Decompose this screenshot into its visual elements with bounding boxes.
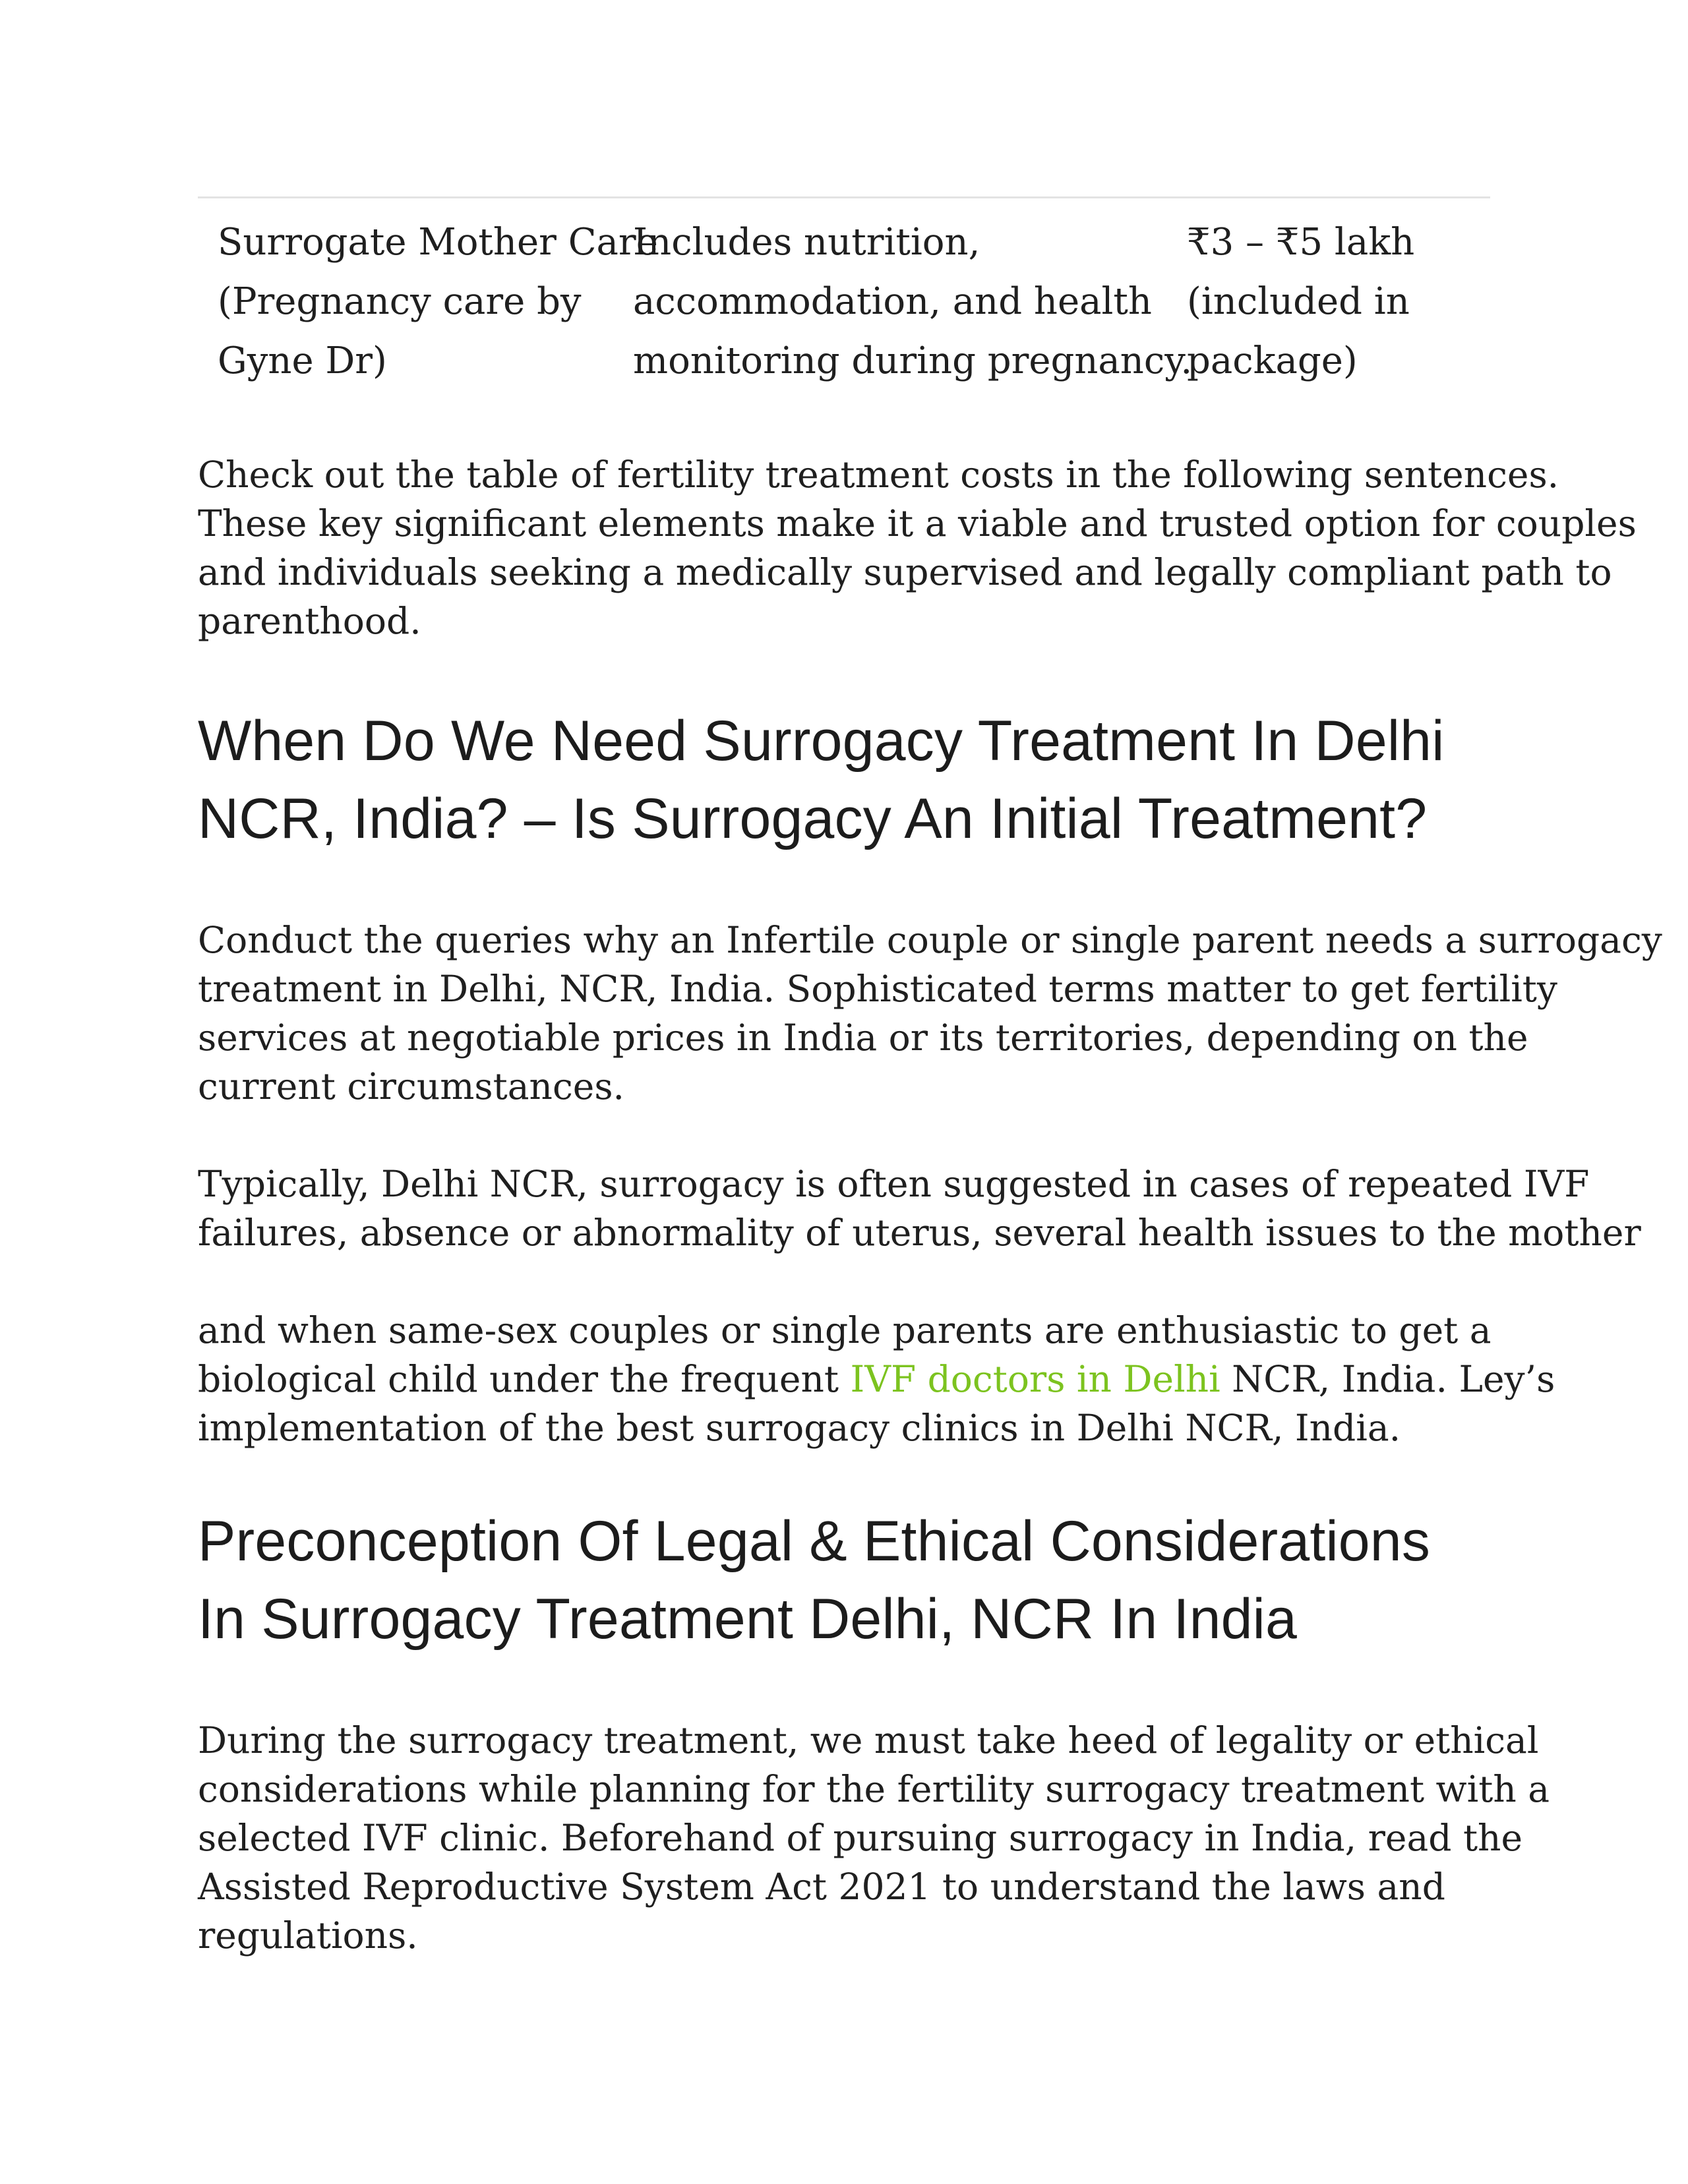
paragraph-text: NCR, India. Ley’s — [1220, 1358, 1555, 1400]
table-cell-text: ₹3 – ₹5 lakh — [1187, 221, 1415, 264]
table-cell-text: (Pregnancy care by — [218, 280, 582, 323]
heading-line: Preconception Of Legal & Ethical Considerations — [198, 1510, 1431, 1573]
table-cell-cost — [1187, 213, 1490, 391]
paragraph-line: Assisted Reproductive System Act 2021 to understand the laws and — [198, 1866, 1445, 1908]
paragraph-line: Conduct the queries why an Infertile couple or single parent needs a surrogacy — [198, 919, 1662, 961]
paragraph-line: Check out the table of fertility treatment costs in the following sentences. — [198, 454, 1559, 496]
paragraph-line: failures, absence or abnormality of uterus, several health issues to the mother — [198, 1212, 1641, 1254]
paragraph-line: parenthood. — [198, 600, 421, 642]
table-cell-details — [633, 213, 1193, 391]
heading-line: In Surrogacy Treatment Delhi, NCR In India — [198, 1587, 1298, 1651]
paragraph-text: biological child under the frequent — [198, 1358, 851, 1400]
paragraph-line: and when same-sex couples or single parents are enthusiastic to get a — [198, 1309, 1492, 1351]
document-content — [198, 196, 1662, 1960]
paragraph-line: considerations while planning for the fertility surrogacy treatment with a — [198, 1768, 1550, 1810]
table-cell-text: Surrogate Mother Care — [218, 221, 658, 264]
paragraph-line: treatment in Delhi, NCR, India. Sophisticated terms matter to get fertility — [198, 968, 1557, 1010]
paragraph-line: Typically, Delhi NCR, surrogacy is often suggested in cases of repeated IVF — [198, 1163, 1590, 1205]
paragraph-legal-considerations — [198, 1716, 1550, 1960]
table-cell-text: Includes nutrition, — [633, 221, 980, 264]
paragraph-queries — [198, 916, 1662, 1111]
paragraph-line: current circumstances. — [198, 1065, 625, 1107]
paragraph-line: During the surrogacy treatment, we must take heed of legality or ethical — [198, 1719, 1539, 1761]
paragraph-line: selected IVF clinic. Beforehand of pursuing surrogacy in India, read the — [198, 1817, 1523, 1859]
ivf-doctors-delhi-link[interactable]: IVF doctors in Delhi — [850, 1358, 1221, 1400]
paragraph-same-sex-couples — [198, 1306, 1555, 1452]
section-heading-legal-ethical — [198, 1502, 1490, 1658]
paragraph-line: These key significant elements make it a viable and trusted option for couples — [198, 502, 1637, 545]
table-cell-text: monitoring during pregnancy. — [633, 339, 1193, 382]
paragraph-line-with-link — [198, 1355, 1555, 1403]
paragraph-line: and individuals seeking a medically supervised and legally compliant path to — [198, 551, 1612, 593]
paragraph-line: regulations. — [198, 1914, 418, 1957]
paragraph-line: services at negotiable prices in India or its territories, depending on the — [198, 1017, 1528, 1059]
table-cell-text: Gyne Dr) — [218, 339, 387, 382]
table-cell-text: package) — [1187, 339, 1358, 382]
paragraph-typical-cases — [198, 1160, 1641, 1257]
section-heading-when-surrogacy — [198, 702, 1490, 858]
cost-table-row — [198, 198, 1490, 391]
table-cell-text: (included in — [1187, 280, 1410, 323]
table-cell-text: accommodation, and health — [633, 280, 1152, 323]
paragraph-cost-table-intro — [198, 450, 1637, 645]
paragraph-line: implementation of the best surrogacy clinics in Delhi NCR, India. — [198, 1407, 1401, 1449]
heading-line: NCR, India? – Is Surrogacy An Initial Treatment? — [198, 787, 1428, 850]
table-cell-service — [198, 213, 658, 391]
heading-line: When Do We Need Surrogacy Treatment In Delhi — [198, 709, 1445, 773]
